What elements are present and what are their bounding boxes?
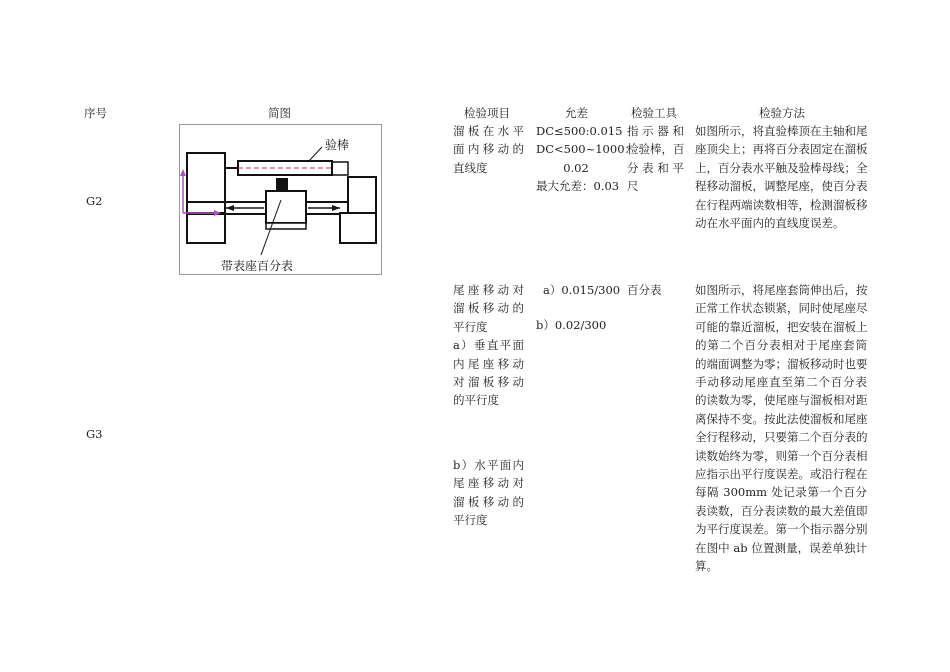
label-test-bar: 验棒 <box>325 138 350 152</box>
g2-item-line: 面内移动的 <box>453 142 524 157</box>
g3-method-line: 全行程移动，只要第二个百分表的 <box>695 430 868 445</box>
g3-method-line: 每隔 300mm 处记录第一个百分 <box>695 485 867 500</box>
g2-method-line: 上，百分表水平触及验棒母线；全 <box>695 160 868 175</box>
lathe-diagram <box>180 125 383 276</box>
g3-method-line: 可能的靠近溜板，把安装在溜板上 <box>695 319 868 334</box>
g2-tolerance-line: DC≤500:0.015 <box>536 124 623 138</box>
g3-item-line: 内尾座移动 <box>453 356 524 371</box>
g3-method-line: 离保持不变。按此法使溜板和尾座 <box>695 411 868 426</box>
g2-tool-line: 指示器和 <box>627 124 684 138</box>
g2-tool-line: 尺 <box>627 179 639 194</box>
g2-tolerance-line: 最大允差：0.03 <box>536 179 620 194</box>
g3-method-line: 的读数为零，使尾座与溜板相对距 <box>695 393 868 408</box>
g3-method-line: 为平行度误差。第一个指示器分别 <box>695 522 868 537</box>
g2-tolerance <box>536 122 637 196</box>
g3-item-a <box>453 281 524 410</box>
g3-item-line: 溜板移动的 <box>453 494 524 509</box>
g2-method <box>695 122 867 232</box>
g2-method-line: 座顶尖上；再将百分表固定在溜板 <box>695 142 868 157</box>
g3-item-line: 平行度 <box>453 513 488 528</box>
g3-item-line: 尾座移动对 <box>453 476 524 491</box>
g3-item-line: 溜板移动的 <box>453 301 524 316</box>
g3-method-line: 在图中 ab 位置测量，误差单独计 <box>695 540 867 555</box>
row-id-g3: G3 <box>86 427 103 441</box>
label-dial-indicator: 带表座百分表 <box>221 259 294 273</box>
g3-tool-line: 百分表 <box>627 283 662 297</box>
g3-tolerance-line: a）0.015/300 <box>543 283 621 297</box>
header-seq: 序号 <box>84 106 107 120</box>
g2-tool-line: 检验棒，百 <box>627 142 685 157</box>
g3-item-line: 对溜板移动 <box>453 375 524 390</box>
g3-item-line: 的平行度 <box>453 393 499 408</box>
g3-item-line: 尾座移动对 <box>453 283 524 297</box>
g3-tolerance <box>536 281 621 335</box>
g3-method-line: 手动移动尾座直至第二个百分表 <box>695 375 867 390</box>
g3-item-line: a）垂直平面 <box>453 338 524 353</box>
g2-diagram <box>179 124 382 275</box>
g3-method-line: 读数始终为零，则第一个百分表相 <box>695 448 868 463</box>
header-diagram: 简图 <box>268 106 291 120</box>
header-tool: 检验工具 <box>631 106 677 120</box>
header-tolerance: 允差 <box>565 106 588 120</box>
g3-item-line: 平行度 <box>453 319 488 334</box>
g2-item-line: 直线度 <box>453 160 488 175</box>
g2-tool-line: 分表和平 <box>627 160 684 175</box>
g3-tool <box>627 281 684 299</box>
g2-method-line: 程移动溜板，调整尾座，使百分表 <box>695 179 868 194</box>
g2-tolerance-line: DC<500~1000： <box>536 142 637 157</box>
g3-method-line: 如图所示，将尾座套筒伸出后，按 <box>695 283 868 297</box>
g3-method-line: 的第二个百分表相对于尾座套筒 <box>695 338 867 353</box>
g2-method-line: 如图所示，将直验棒顶在主轴和尾 <box>695 124 868 138</box>
g3-method-line: 算。 <box>695 559 718 574</box>
g2-tool <box>627 122 684 196</box>
g3-tolerance-line: b）0.02/300 <box>536 318 607 333</box>
g3-method-line: 的端面调整为零；溜板移动时也要 <box>695 356 868 371</box>
g3-method <box>695 281 867 576</box>
g2-method-line: 动在水平面内的直线度误差。 <box>695 216 845 231</box>
header-method: 检验方法 <box>759 106 805 120</box>
g2-item-line: 溜板在水平 <box>453 124 524 138</box>
g2-tolerance-line: 0.02 <box>563 160 589 175</box>
g3-item-b <box>453 456 524 530</box>
g3-method-line: 表读数，百分表读数的最大差值即 <box>695 503 868 518</box>
g3-item-line: b）水平面内 <box>453 458 524 472</box>
header-item: 检验项目 <box>464 106 510 120</box>
g2-item <box>453 122 524 177</box>
row-id-g2: G2 <box>86 194 103 208</box>
g2-method-line: 在行程两端读数相等，检测溜板移 <box>695 197 868 212</box>
g3-method-line: 正常工作状态锁紧，同时使尾座尽 <box>695 301 868 316</box>
g3-method-line: 应指示出平行度误差。或沿行程在 <box>695 467 868 482</box>
